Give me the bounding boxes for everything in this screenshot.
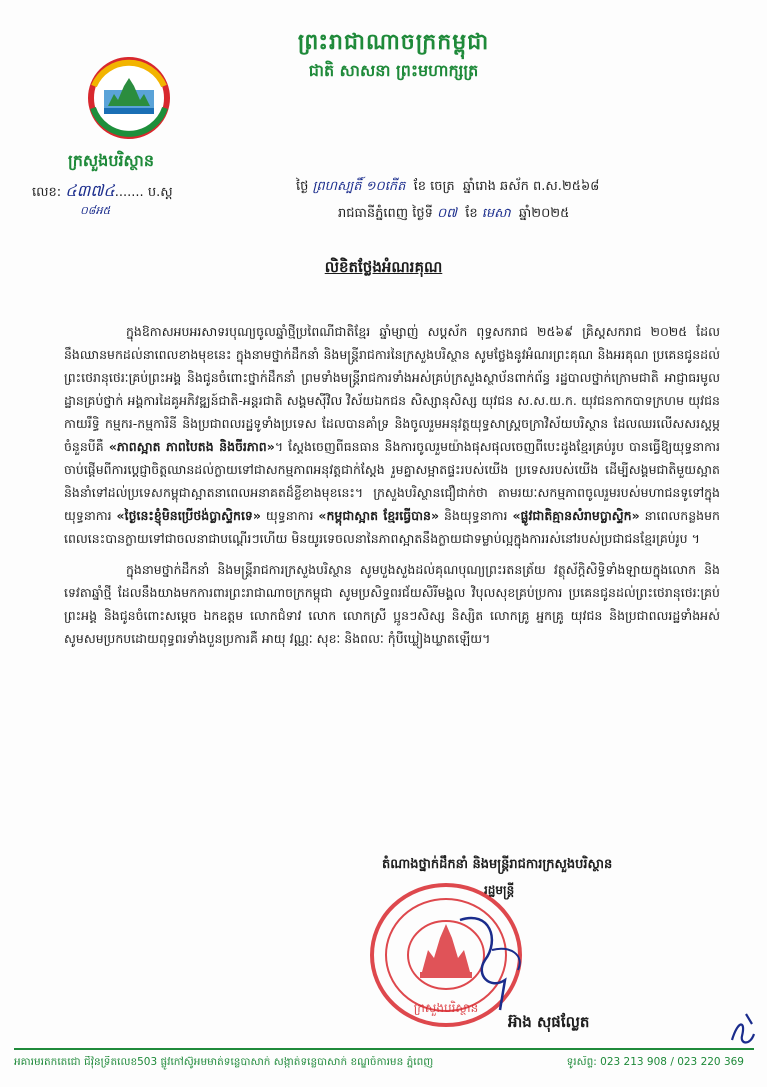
reference-dots: ....... bbox=[114, 185, 144, 200]
handwritten-signature-icon bbox=[430, 900, 560, 1020]
reference-number bbox=[32, 180, 173, 204]
reference-label: លេខ: bbox=[32, 185, 62, 200]
footer-phone: ទូរស័ព្ទ: 023 213 908 / 023 220 369 bbox=[566, 1056, 744, 1068]
national-motto: ជាតិ សាសនា ព្រះមហាក្សត្រ bbox=[308, 61, 479, 80]
place-prefix: រាជធានីភ្នំពេញ ថ្ងៃទី bbox=[338, 206, 433, 221]
p1-text-b: ។ ស្តែងចេញពីធនធាន និងការចូលរួមយ៉ាងផុសផុលចេញពីបេះដូងខ្មែរគ្រប់រូប បានធ្វើឱ្យយុទ្ធនាការចាប់ផ្តើមពីការប្តេជ្ញាចិត្តឈានដល់ក្លាយទៅជាសកម្មភាពអនុវត្តជាក់ស្តែង រួមគ្នាសម្អាតផ្ទះរបស់យើង ប្រទេសរបស់យើង ដើម្បីសង្គមជាតិមួយស្អាត និងនាំទៅដល់ប្រទេសកម្ពុជាស្អាតនាពេលអនាគតដ៏ខ្លីខាងមុខនេះ។ ក្រសួងបរិស្ថានជឿជាក់ថា តាមរយៈសកម្មភាពចូលរួមរបស់មហាជនទូទៅក្នុងយុទ្ធនាការ bbox=[64, 439, 720, 523]
footer-address: អគារមរតកតេជោ ជីវ៉ុនទ្រឹតលេខ503 ផ្លូវកៅស៊ូអមមាត់ទន្លេបាសាក់ សង្កាត់ទន្លេបាសាក់ ខណ្ឌចំការមន ភ្នំពេញ bbox=[14, 1056, 434, 1068]
p1-text-d: និងយុទ្ធនាការ bbox=[439, 508, 508, 523]
signer-position: រដ្ឋមន្ត្រី bbox=[484, 883, 515, 897]
lunar-date bbox=[296, 178, 599, 197]
kingdom-heading: ព្រះរាជាណាចក្រកម្ពុជា bbox=[297, 30, 490, 55]
initial-mark-icon bbox=[728, 1010, 760, 1052]
seal-text: ក្រសួងបរិស្ថាន bbox=[413, 1001, 479, 1015]
date-year: ឆ្នាំ២០២៥ bbox=[518, 206, 570, 221]
month-label: ខែ bbox=[465, 206, 478, 221]
footer-divider bbox=[14, 1048, 754, 1050]
lunar-prefix: ថ្ងៃ bbox=[296, 179, 309, 194]
slogan-plastic-free-roads: «ផ្លូវជាតិគ្មានសំរាមប្លាស្ទិក» bbox=[512, 508, 640, 523]
paragraph-2: ក្នុងនាមថ្នាក់ដឹកនាំ និងមន្ត្រីរាជការក្រសួងបរិស្ថាន សូមបួងសួងដល់គុណបុណ្យព្រះរតនត្រ័យ វត្ថុស័ក្តិសិទ្ធិទាំងឡាយក្នុងលោក និងទេវតាឆ្នាំថ្មី ដែលនឹងយាងមកការពារព្រះរាជាណាចក្រកម្ពុជា សូមប្រសិទ្ធពរជ័យសិរីមង្គល វិបុលសុខគ្រប់ប្រការ ប្រគេនជូនដល់ព្រះថេរានុថេរៈគ្រប់ព្រះអង្គ និងជូនចំពោះសម្តេច ឯកឧត្តម លោកជំទាវ លោក លោកស្រី ប្អូនៗសិស្ស និស្សិត លោកគ្រូ អ្នកគ្រូ យុវជន និងប្រជាពលរដ្ឋទាំងអស់ សូមសមប្រកបដោយពុទ្ធពរទាំងបួនប្រការគឺ អាយុ វណ្ណៈ សុខៈ និងពលៈ កុំបីឃ្លៀងឃ្លាតឡើយ។ bbox=[64, 562, 720, 646]
reference-suffix: ប.ស្ត bbox=[147, 185, 173, 200]
slogan-clean-cambodia: «កម្ពុជាស្អាត ខ្មែរធ្វើបាន» bbox=[318, 508, 440, 523]
p1-text-a: ក្នុងឱកាសអបអរសាទរបុណ្យចូលឆ្នាំថ្មីប្រពៃណីជាតិខ្មែរ ឆ្នាំម្សាញ់ សប្តស័ក ពុទ្ធសករាជ ២៥៦៩ គ្រិស្តសករាជ ២០២៥ ដែលនឹងឈានមកដល់នាពេលខាងមុខនេះ ក្នុងនាមថ្នាក់ដឹកនាំ និងមន្ត្រីរាជការនៃក្រសួងបរិស្ថាន សូមថ្លែងនូវអំណរព្រះគុណ និងអរគុណ ប្រគេនជូនដល់ព្រះថេរានុថេរៈគ្រប់ព្រះអង្គ និងជូនចំពោះថ្នាក់ដឹកនាំ ព្រមទាំងមន្ត្រីរាជការទាំងអស់គ្រប់ក្រសួងស្ថាប័នពាក់ព័ន្ធ រដ្ឋបាលថ្នាក់ក្រោមជាតិ អាជ្ញាធរមូលដ្ឋានគ្រប់ថ្នាក់ អង្គការដៃគូអភិវឌ្ឍន៍ជាតិ-អន្តរជាតិ សង្គមស៊ីវិល វិស័យឯកជន សិស្សានុសិស្ស យុវជន ស.ស.យ.ក. យុវជនកាកបាទក្រហម យុវជនកាយរឹទ្ធិ កម្មករ-កម្មការិនី និងប្រជាពលរដ្ឋទូទាំងប្រទេស ដែលបានគាំទ្រ និងចូលរួមអនុវត្តយុទ្ធសាស្ត្រចក្រាវិស័យបរិស្ថាន ដែលឈរលើសសរស្តម្ភចំនួនបីគឺ bbox=[64, 324, 720, 454]
lunar-year: ឆ្នាំរោង ឆស័ក ព.ស.២៥៦៨ bbox=[462, 179, 600, 194]
slogan-no-plastic-bag: «ថ្ងៃនេះខ្ញុំមិនប្រើថង់ប្លាស្ទិកទេ» bbox=[116, 508, 261, 523]
reference-handwritten-number: ៤៣៧៤ bbox=[65, 181, 115, 200]
slogan-clean-green: «ភាពស្អាត ភាពបៃតង និងចីរភាព» bbox=[108, 439, 275, 454]
letter-body bbox=[64, 320, 720, 650]
p1-text-e: នាពេលកន្លងមក ពេលនេះបានក្លាយទៅជាចលនាជាបណ្តើរៗហើយ មិនយូរទេចលនានៃភាពស្អាតនឹងក្លាយជាទម្លាប់ល្អក្នុងការរស់នៅរបស់ប្រជាជនខ្មែរគ្រប់រូប ។ bbox=[64, 508, 720, 546]
p1-text-c: យុទ្ធនាការ bbox=[260, 508, 314, 523]
reference-handwritten-note: ០៨អ៥ bbox=[80, 204, 111, 217]
on-behalf-line: តំណាងថ្នាក់ដឹកនាំ និងមន្ត្រីរាជការក្រសួងបរិស្ថាន bbox=[382, 857, 613, 872]
ministry-logo-icon bbox=[84, 56, 174, 142]
signer-name: អ៊ាង សុផល្លែត bbox=[508, 1013, 590, 1031]
date-day: ០៧ bbox=[437, 206, 457, 221]
lunar-month: ខែ ចេត្រ bbox=[413, 179, 455, 194]
footer bbox=[14, 1056, 754, 1071]
ministry-name: ក្រសួងបរិស្ថាន bbox=[68, 151, 155, 170]
lunar-day: ព្រហស្បតិ៍ ១០កើត bbox=[312, 179, 406, 194]
paragraph-1 bbox=[64, 320, 720, 550]
date-month: មេសា bbox=[481, 206, 511, 221]
solar-date bbox=[338, 205, 569, 224]
letter-title: លិខិតថ្លែងអំណរគុណ bbox=[324, 258, 443, 276]
